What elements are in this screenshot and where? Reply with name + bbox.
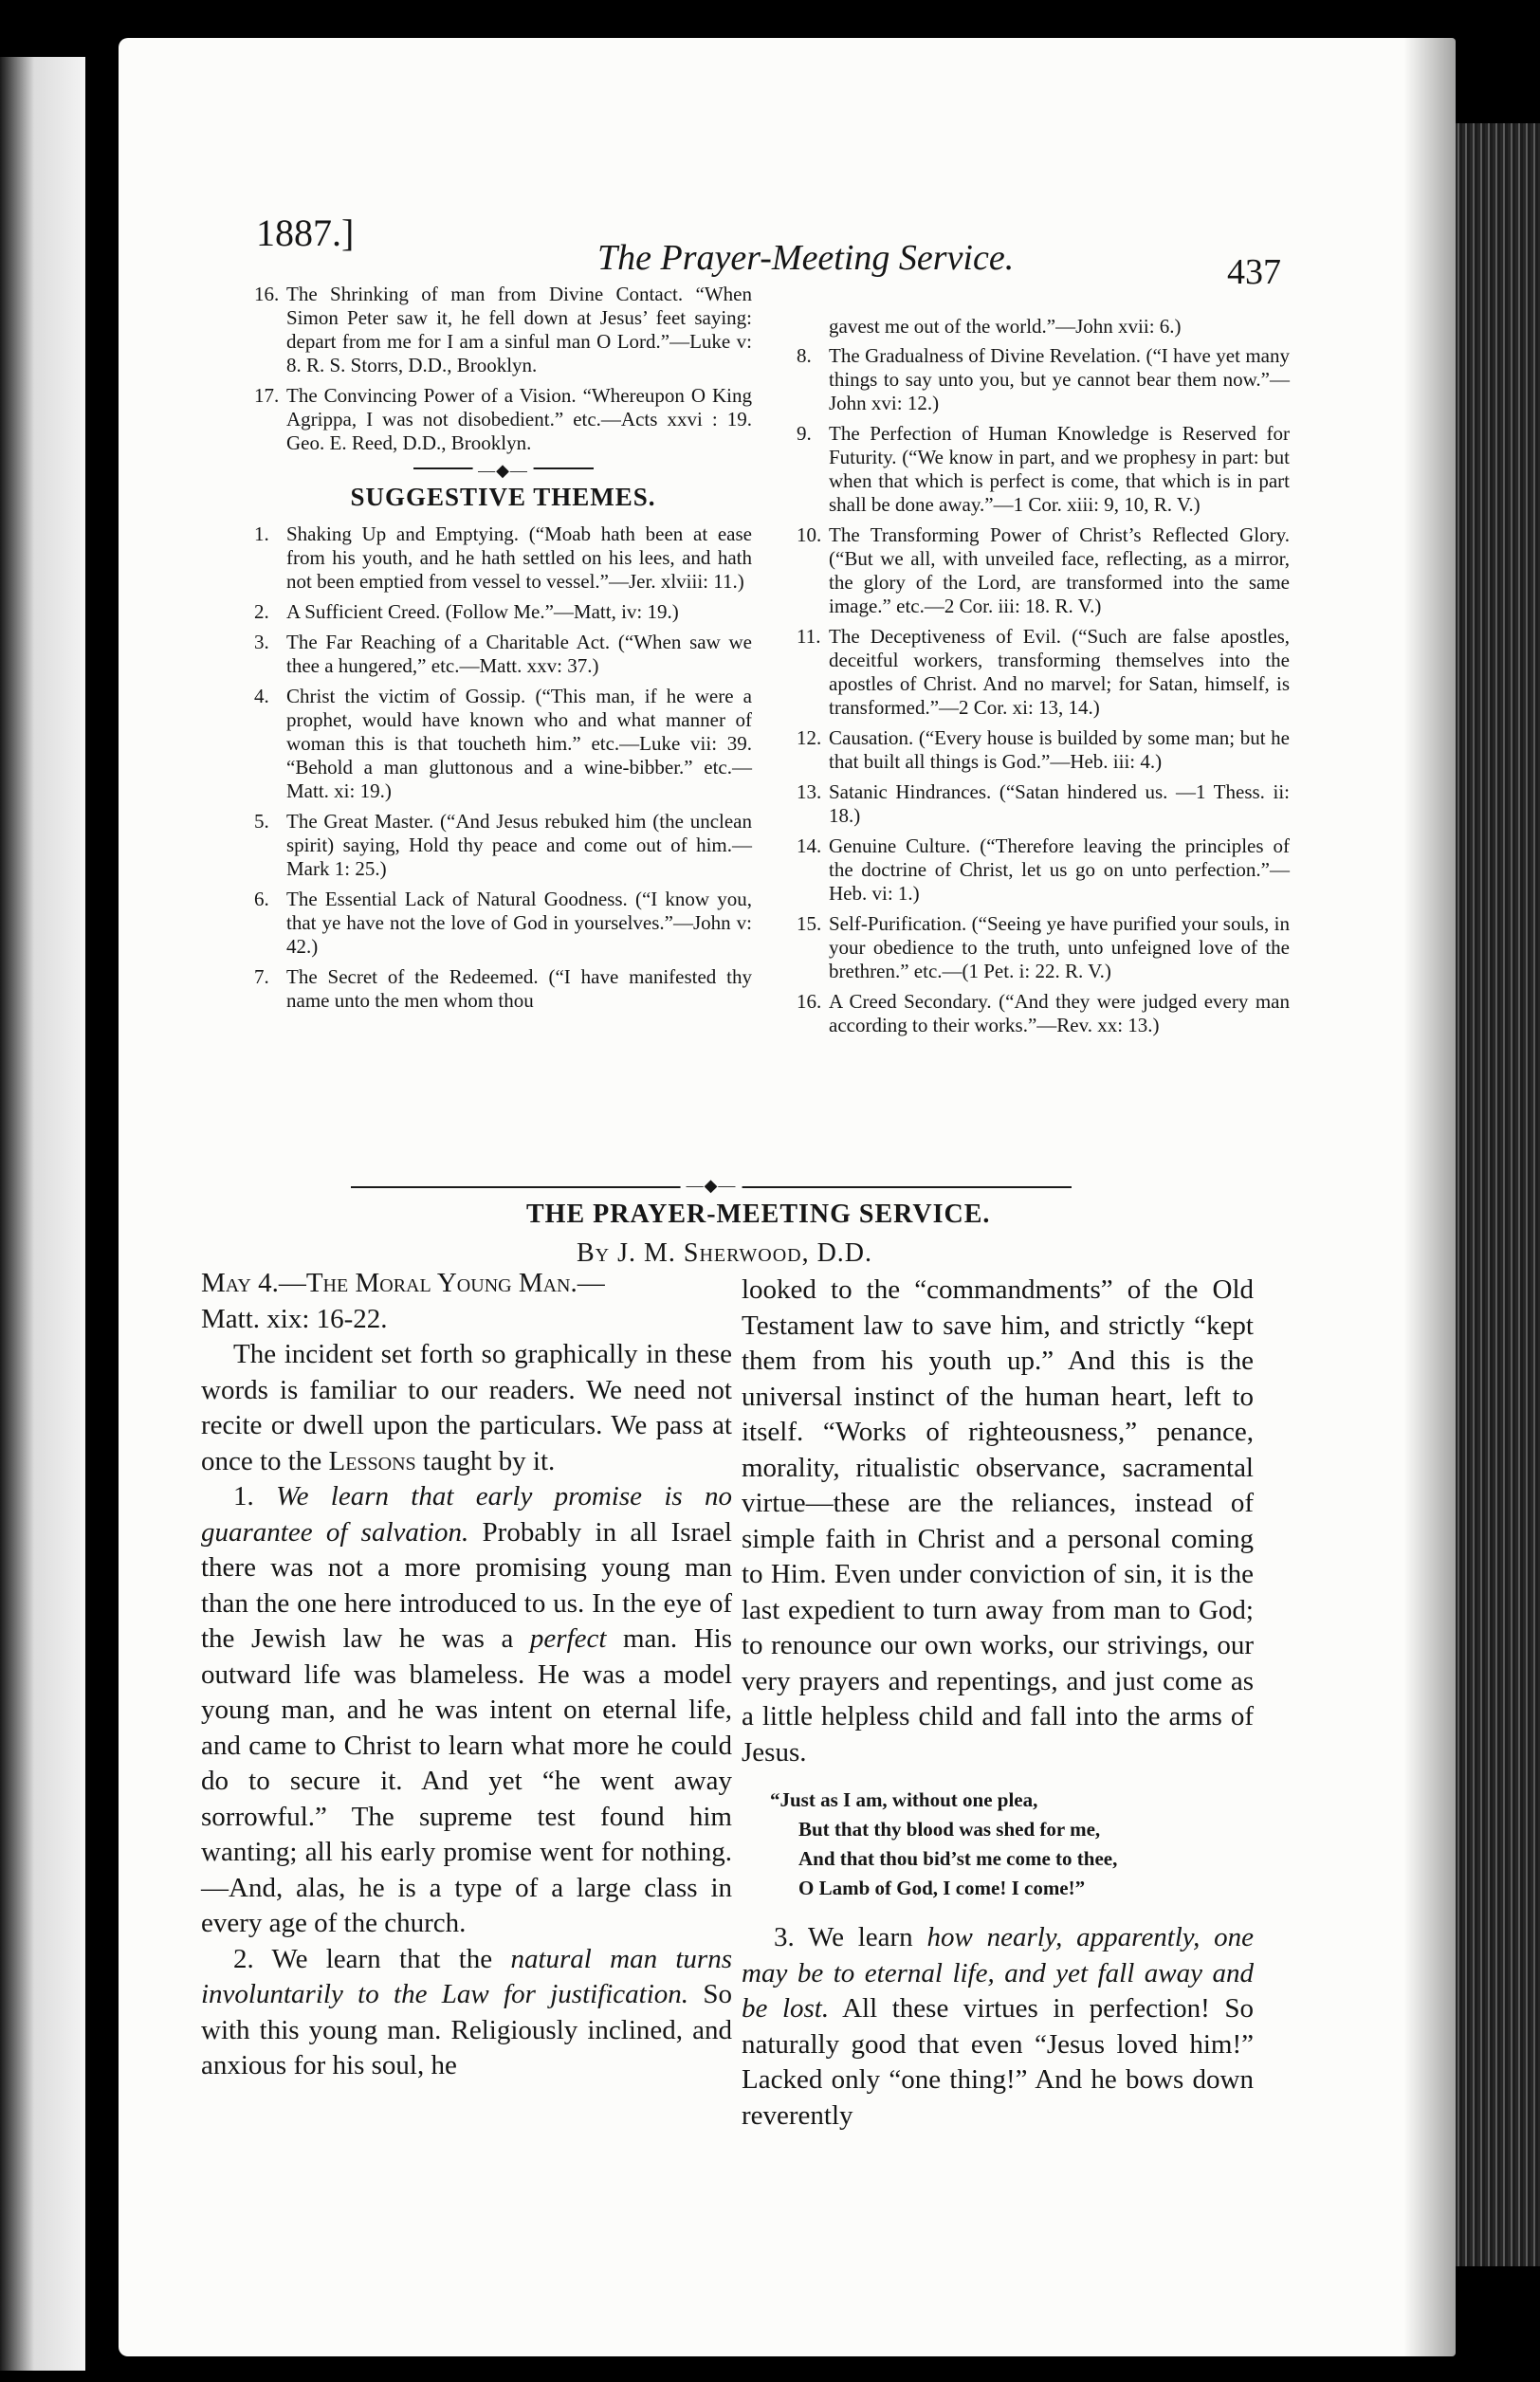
hymn-line: But that thy blood was shed for me, [798, 1818, 1101, 1841]
item-number: 2. [254, 600, 269, 623]
item-number: 8. [797, 344, 812, 367]
author-byline: By J. M. Sherwood, D.D. [577, 1238, 873, 1268]
theme-item [797, 780, 1290, 828]
item-number: 14. [797, 834, 822, 857]
item-text: The Far Reaching of a Charitable Act. (“When saw we thee a hungered,” etc.—Matt. xxv: 37.) [286, 631, 752, 677]
item-text: Genuine Culture. (“Therefore leaving the principles of the doctrine of Christ, let us go on unto perfection.”—Heb. vi: 1.) [829, 834, 1290, 905]
item-number: 1. [254, 522, 269, 545]
item-text: The Perfection of Human Knowledge is Reserved for Futurity. (“We know in part, and we prophesy in part: but when that which is perfect is come, that which is in part shall be done away.”—1 Cor. xiii: 9, 10, R. V.) [829, 422, 1290, 516]
item-text: The Secret of the Redeemed. (“I have manifested thy name unto the men whom thou [286, 965, 752, 1012]
paragraph: 3. We learn how nearly, apparently, one may be to eternal life, and yet fall away and be lost. All these virtues in perfection! So naturally good that even “Jesus loved him!” Lacked only “one thing!” And he bows down reverently [742, 1922, 1254, 2131]
hymn-line: And that thou bid’st me come to thee, [798, 1847, 1118, 1870]
item-text: The Gradualness of Divine Revelation. (“I have yet many things to say unto you, but ye cannot bear them now.”—John xvi: 12.) [829, 344, 1290, 414]
ornamental-rule [413, 461, 594, 480]
theme-item [797, 912, 1290, 983]
item-number: 6. [254, 888, 269, 910]
top-left-column [254, 283, 752, 1019]
theme-item [254, 965, 752, 1013]
item-number: 17. [254, 384, 280, 407]
theme-item [797, 726, 1290, 774]
theme-item [254, 888, 752, 959]
item-number: 4. [254, 685, 269, 707]
sermon-item [254, 283, 752, 377]
paragraph: 2. We learn that the natural man turns involuntarily to the Law for justification. So with this young man. Religiously inclined, and anxious for his soul, he [201, 1943, 732, 2080]
item-text: A Sufficient Creed. (Follow Me.”—Matt, iv: 19.) [286, 600, 679, 623]
theme-continuation: gavest me out of the world.”—John xvii: 6.) [829, 315, 1182, 338]
scripture-reference: Matt. xix: 16-22. [201, 1303, 388, 1334]
theme-item [254, 810, 752, 881]
article-left-column [201, 1266, 732, 2084]
item-number: 9. [797, 422, 812, 445]
item-text: The Essential Lack of Natural Goodness. (“I know you, that ye have not the love of God in yourselves.”—John v: 42.) [286, 888, 752, 958]
lessons-word: Lessons [328, 1445, 416, 1476]
item-number: 10. [797, 523, 822, 546]
paragraph: The incident set forth so graphically in these words is familiar to our readers. We need not recite or dwell upon the particulars. We pass at once to the Lessons taught by it. [201, 1339, 732, 1476]
item-text: The Shrinking of man from Divine Contact. “When Simon Peter saw it, he fell down at Jesus’ feet saying: depart from me for I am a sinful man O Lord.”—Luke v: 8. R. S. Storrs, D.D., Brooklyn. [286, 283, 752, 376]
item-number: 11. [797, 625, 821, 648]
item-text: Causation. (“Every house is builded by some man; but he that built all things is God.”—Heb. iii: 4.) [829, 726, 1290, 773]
item-text: Self-Purification. (“Seeing ye have purified your souls, in your obedience to the truth, unto unfeigned love of the brethren.” etc.—(1 Pet. i: 22. R. V.) [829, 912, 1290, 982]
theme-item [797, 990, 1290, 1037]
italic-lesson: how nearly, apparently, one may be to eternal life, and yet fall away and be lost. [742, 1922, 1254, 2024]
theme-item [797, 523, 1290, 618]
theme-item [797, 625, 1290, 720]
item-text: The Transforming Power of Christ’s Reflected Glory. (“But we all, with unveiled face, reflecting, as a mirror, the glory of the Lord, are transformed into the same image.” etc.—2 Cor. iii: 18. R. V.) [829, 523, 1290, 617]
theme-item [797, 344, 1290, 415]
divider-ornament: —◆— [681, 1176, 742, 1196]
rule-ornament: —◆— [472, 459, 534, 483]
hymn-quote [742, 1786, 1254, 1903]
section-divider [351, 1176, 1072, 1195]
facing-page-edge [0, 57, 85, 2371]
item-number: 16. [254, 283, 280, 305]
italic-lesson: natural man turns involuntarily to the Law for justification. [201, 1943, 732, 2009]
running-head-year: 1887.] [256, 211, 355, 254]
italic-lesson: We learn that early promise is no guarantee of salvation. [201, 1481, 732, 1548]
section-heading: THE PRAYER-MEETING SERVICE. [526, 1200, 991, 1229]
item-text: The Great Master. (“And Jesus rebuked him (the unclean spirit) saying, Hold thy peace and come out of him.—Mark 1: 25.) [286, 810, 752, 880]
hymn-line: “Just as I am, without one plea, [770, 1788, 1038, 1811]
item-number: 15. [797, 912, 822, 935]
item-number: 12. [797, 726, 822, 749]
theme-item [254, 631, 752, 678]
page-number: 437 [1227, 252, 1281, 292]
item-number: 16. [797, 990, 822, 1013]
theme-item [254, 600, 752, 624]
item-number: 5. [254, 810, 269, 833]
theme-item [254, 522, 752, 594]
article-right-column [742, 1273, 1254, 2134]
page-shadow [1403, 38, 1456, 2356]
item-text: A Creed Secondary. (“And they were judged every man according to their works.”—Rev. xx: 13.) [829, 990, 1290, 1036]
article-date-title: May 4.—The Moral Young Man.— [201, 1268, 605, 1298]
theme-item [254, 685, 752, 803]
paragraph: 1. We learn that early promise is no guarantee of salvation. Probably in all Israel there was not a more promising young man than the one here introduced to us. In the eye of the Jewish law he was a perfect man. His outward life was blameless. He was a model young man, and he was intent on eternal life, and came to Christ to learn what more he could do to secure it. And yet “he went away sorrowful.” The supreme test found him wanting; all his early promise went for nothing. —And, alas, he is a type of a large class in every age of the church. [201, 1481, 732, 1938]
running-head-title: The Prayer-Meeting Service. [597, 238, 1015, 278]
item-number: 7. [254, 965, 269, 988]
item-number: 3. [254, 631, 269, 653]
item-text: The Deceptiveness of Evil. (“Such are false apostles, deceitful workers, transforming themselves into the apostles of Christ. And no marvel; for Satan, himself, is transformed.”—2 Cor. xi: 13, 14.) [829, 625, 1290, 719]
top-right-column [797, 315, 1290, 1044]
hymn-line: O Lamb of God, I come! I come!” [798, 1877, 1086, 1899]
item-number: 13. [797, 780, 822, 803]
suggestive-themes-heading: SUGGESTIVE THEMES. [350, 483, 656, 511]
theme-item [797, 834, 1290, 906]
item-text: Shaking Up and Emptying. (“Moab hath been at ease from his youth, and he hath settled on his lees, and hath not been emptied from vessel to vessel.”—Jer. xlviii: 11.) [286, 522, 752, 593]
theme-item [797, 422, 1290, 517]
paragraph: looked to the “commandments” of the Old Testament law to save him, and strictly “kept them from his youth up.” And this is the universal instinct of the human heart, left to itself. “Works of righteousness,” penance, morality, ritualistic observance, sacramental virtue—these are the reliances, instead of simple faith in Christ and a personal coming to Him. Even under conviction of sin, it is the last expedient to turn away from man to God; to renounce our own works, our strivings, our very prayers and repentings, and just come as a little helpless child and fall into the arms of Jesus. [742, 1274, 1254, 1768]
item-text: The Convincing Power of a Vision. “Whereupon O King Agrippa, I was not disobedient.” etc.—Acts xxvi : 19. Geo. E. Reed, D.D., Brooklyn. [286, 384, 752, 454]
item-text: Christ the victim of Gossip. (“This man, if he were a prophet, would have known who and what manner of woman this is that toucheth him.” etc.—Luke vii: 39. “Behold a man gluttonous and a wine-bibber.” etc.—Matt. xi: 19.) [286, 685, 752, 802]
item-text: Satanic Hindrances. (“Satan hindered us. —1 Thess. ii: 18.) [829, 780, 1290, 827]
sermon-item [254, 384, 752, 455]
